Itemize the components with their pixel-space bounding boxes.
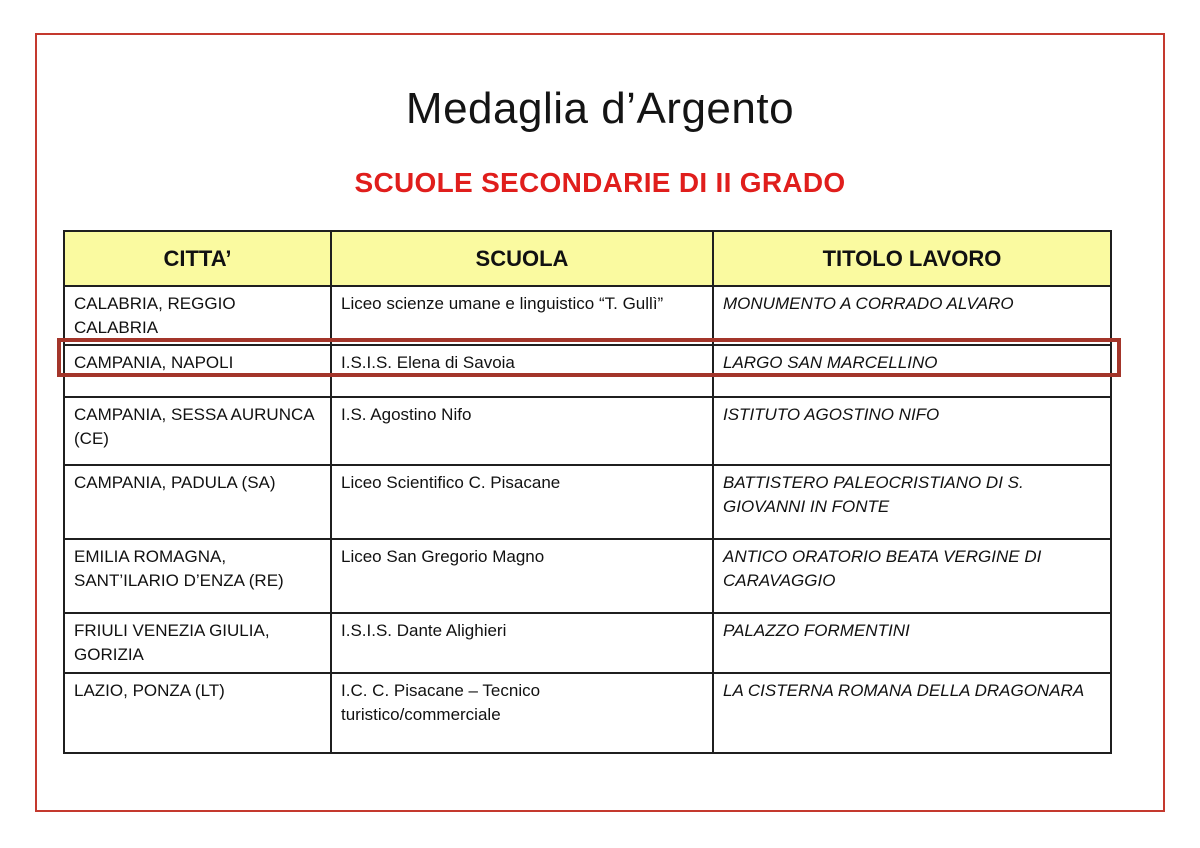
cell-citta: EMILIA ROMAGNA, SANT’ILARIO D’ENZA (RE) bbox=[64, 539, 331, 613]
table-row bbox=[64, 613, 1111, 672]
cell-titolo: ANTICO ORATORIO BEATA VERGINE DI CARAVAGGIO bbox=[713, 539, 1111, 613]
column-header-titolo-lavoro: TITOLO LAVORO bbox=[713, 231, 1111, 286]
column-header-scuola: SCUOLA bbox=[331, 231, 713, 286]
cell-citta: CALABRIA, REGGIO CALABRIA bbox=[64, 286, 331, 345]
cell-scuola: I.S.I.S. Dante Alighieri bbox=[331, 613, 713, 672]
cell-citta: LAZIO, PONZA (LT) bbox=[64, 673, 331, 753]
cell-scuola: I.C. C. Pisacane – Tecnico turistico/commerciale bbox=[331, 673, 713, 753]
table-row bbox=[64, 539, 1111, 613]
cell-scuola: I.S.I.S. Elena di Savoia bbox=[331, 345, 713, 397]
cell-citta: CAMPANIA, SESSA AURUNCA (CE) bbox=[64, 397, 331, 465]
table-row bbox=[64, 286, 1111, 345]
cell-scuola: Liceo Scientifico C. Pisacane bbox=[331, 465, 713, 539]
cell-scuola: Liceo San Gregorio Magno bbox=[331, 539, 713, 613]
table-header-row bbox=[64, 231, 1111, 286]
page-title: Medaglia d’Argento bbox=[405, 84, 795, 133]
cell-titolo: BATTISTERO PALEOCRISTIANO DI S. GIOVANNI IN FONTE bbox=[713, 465, 1111, 539]
cell-titolo: LA CISTERNA ROMANA DELLA DRAGONARA bbox=[713, 673, 1111, 753]
cell-titolo: LARGO SAN MARCELLINO bbox=[713, 345, 1111, 397]
column-header-citta: CITTA’ bbox=[64, 231, 331, 286]
cell-citta: FRIULI VENEZIA GIULIA, GORIZIA bbox=[64, 613, 331, 672]
cell-citta: CAMPANIA, PADULA (SA) bbox=[64, 465, 331, 539]
table-row bbox=[64, 397, 1111, 465]
cell-scuola: I.S. Agostino Nifo bbox=[331, 397, 713, 465]
awards-table bbox=[63, 230, 1112, 754]
cell-titolo: MONUMENTO A CORRADO ALVARO bbox=[713, 286, 1111, 345]
table-row-highlighted bbox=[64, 345, 1111, 397]
page-subtitle: SCUOLE SECONDARIE DI II GRADO bbox=[354, 167, 846, 198]
table-row bbox=[64, 673, 1111, 753]
cell-scuola: Liceo scienze umane e linguistico “T. Gullì” bbox=[331, 286, 713, 345]
cell-titolo: ISTITUTO AGOSTINO NIFO bbox=[713, 397, 1111, 465]
cell-citta: CAMPANIA, NAPOLI bbox=[64, 345, 331, 397]
cell-titolo: PALAZZO FORMENTINI bbox=[713, 613, 1111, 672]
table-row bbox=[64, 465, 1111, 539]
